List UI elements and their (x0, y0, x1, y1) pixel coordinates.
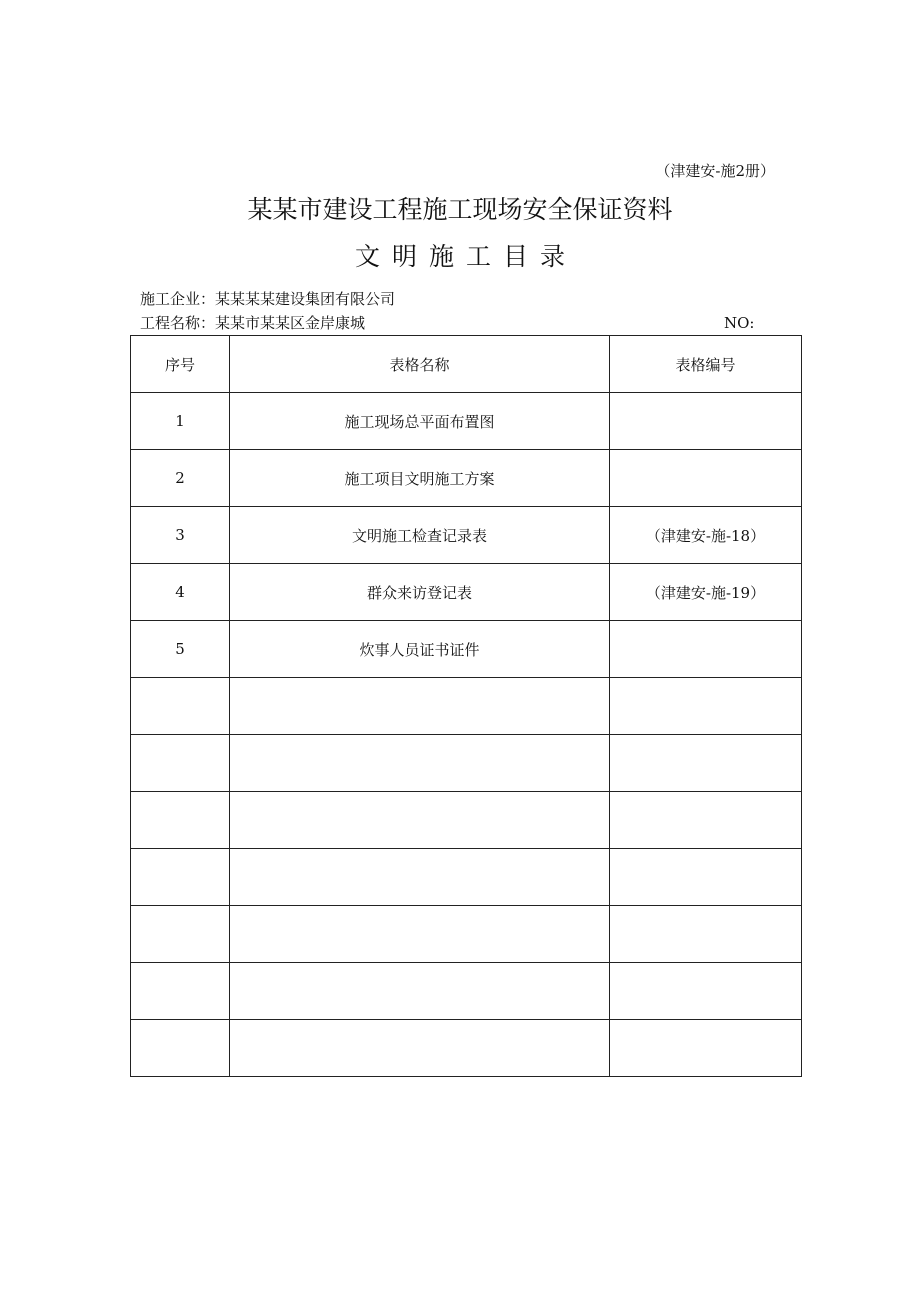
company-line (140, 288, 395, 310)
table-row (131, 450, 802, 507)
row-seq-cell: 1 (131, 393, 230, 450)
table-header-row (131, 336, 802, 393)
row-seq-cell: 5 (131, 621, 230, 678)
row-form-name-cell (230, 735, 610, 792)
row-seq-cell (131, 1020, 230, 1077)
row-form-name-cell: 炊事人员证书证件 (230, 621, 610, 678)
column-header-seq: 序号 (131, 336, 230, 393)
row-seq-cell (131, 735, 230, 792)
table-row (131, 393, 802, 450)
row-form-name-cell: 施工现场总平面布置图 (230, 393, 610, 450)
column-header-form-name: 表格名称 (230, 336, 610, 393)
column-header-form-code: 表格编号 (610, 336, 802, 393)
row-form-code-cell (610, 849, 802, 906)
row-form-code-cell: （津建安-施-18） (610, 507, 802, 564)
company-label: 施工企业： (140, 290, 216, 308)
row-form-name-cell (230, 792, 610, 849)
row-form-name-cell (230, 1020, 610, 1077)
table-row (131, 849, 802, 906)
project-label: 工程名称： (140, 314, 216, 332)
row-form-code-cell (610, 393, 802, 450)
table-row (131, 678, 802, 735)
table-row (131, 963, 802, 1020)
row-form-name-cell: 群众来访登记表 (230, 564, 610, 621)
document-subtitle: 文明施工目录 (354, 242, 577, 271)
number-label: NO: (724, 314, 755, 332)
table-row (131, 792, 802, 849)
company-value: 某某某某建设集团有限公司 (215, 290, 396, 308)
row-seq-cell: 3 (131, 507, 230, 564)
document-title: 某某市建设工程施工现场安全保证资料 (247, 195, 673, 224)
row-form-name-cell: 施工项目文明施工方案 (230, 450, 610, 507)
table-row (131, 621, 802, 678)
table-row (131, 1020, 802, 1077)
table-row (131, 564, 802, 621)
row-form-code-cell (610, 678, 802, 735)
row-form-name-cell (230, 906, 610, 963)
row-form-name-cell (230, 678, 610, 735)
row-seq-cell (131, 678, 230, 735)
row-seq-cell (131, 963, 230, 1020)
row-seq-cell: 2 (131, 450, 230, 507)
row-form-code-cell (610, 906, 802, 963)
row-form-code-cell (610, 735, 802, 792)
row-seq-cell (131, 849, 230, 906)
row-form-name-cell (230, 849, 610, 906)
row-seq-cell (131, 792, 230, 849)
volume-tag: （津建安-施2册） (655, 162, 775, 180)
index-table (130, 335, 802, 1077)
row-form-name-cell: 文明施工检查记录表 (230, 507, 610, 564)
row-form-code-cell (610, 792, 802, 849)
row-form-code-cell (610, 621, 802, 678)
table-row (131, 735, 802, 792)
row-form-code-cell (610, 450, 802, 507)
table-row (131, 906, 802, 963)
row-form-code-cell (610, 1020, 802, 1077)
row-seq-cell (131, 906, 230, 963)
project-line (140, 312, 365, 334)
row-form-code-cell: （津建安-施-19） (610, 564, 802, 621)
row-form-name-cell (230, 963, 610, 1020)
table-row (131, 507, 802, 564)
project-value: 某某市某某区金岸康城 (215, 314, 366, 332)
row-seq-cell: 4 (131, 564, 230, 621)
row-form-code-cell (610, 963, 802, 1020)
